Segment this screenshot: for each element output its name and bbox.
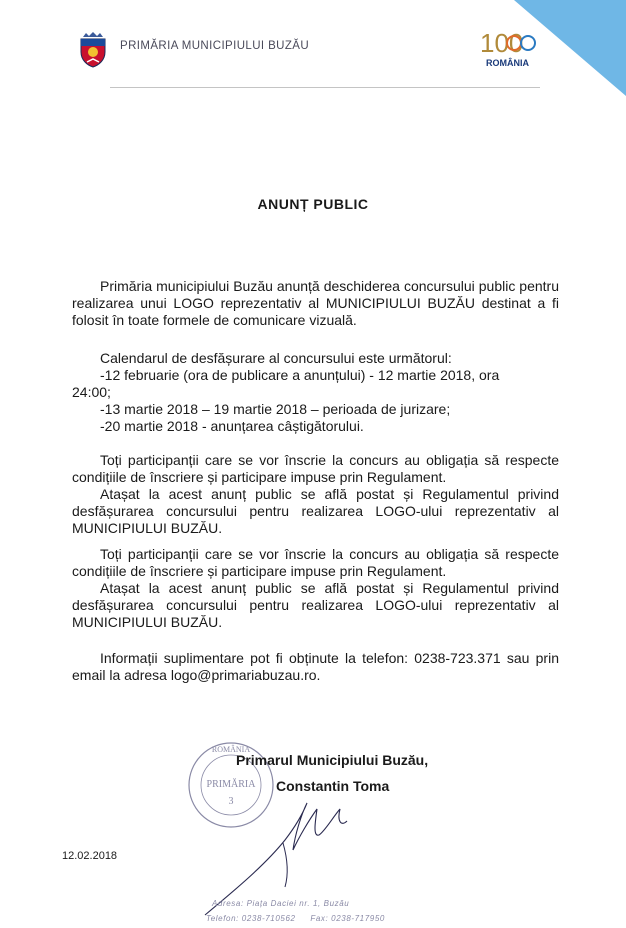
calendar-item-2: -13 martie 2018 – 19 martie 2018 – perioada de jurizare; xyxy=(100,401,451,417)
contact-paragraph: Informații suplimentare pot fi obținute la telefon: 0238-723.371 sau prin email la adresa logo@primariabuzau.ro. xyxy=(72,650,559,683)
footer-contact xyxy=(206,914,385,923)
organization-name: PRIMĂRIA MUNICIPIULUI BUZĂU xyxy=(120,40,310,52)
header-divider xyxy=(110,87,540,88)
document-title: ANUNȚ PUBLIC xyxy=(257,196,369,212)
document-date: 12.02.2018 xyxy=(62,850,118,862)
footer-fax: Fax: 0238-717950 xyxy=(310,914,385,923)
centenar-number: 100 xyxy=(480,28,524,58)
calendar-item-3: -20 martie 2018 - anunțarea câștigătorului. xyxy=(100,418,364,434)
calendar-item-1: -12 februarie (ora de publicare a anunțului) - 12 martie 2018, ora xyxy=(100,367,500,383)
participants-paragraph-2: Toți participanții care se vor înscrie la concurs au obligația să respecte condițiile de înscriere și participare impuse prin Regulament. xyxy=(72,546,559,579)
attached-paragraph-1: Atașat la acest anunț public se află postat și Regulamentul privind desfășurarea concursului pentru realizarea LOGO-ului reprezentativ al MUNICIPIULUI BUZĂU. xyxy=(72,486,559,536)
footer-address: Adresa: Piața Daciei nr. 1, Buzău xyxy=(212,899,350,908)
calendar-heading: Calendarul de desfășurare al concursului este următorul: xyxy=(100,350,452,366)
stamp-middle-text: PRIMĂRIA xyxy=(206,779,256,790)
intro-paragraph: Primăria municipiului Buzău anunță deschiderea concursului public pentru realizarea unui LOGO reprezentativ al MUNICIPIULUI BUZĂU destinat a fi folosit în toate formele de comunicare vizuală. xyxy=(72,278,559,328)
centenar-label: ROMÂNIA xyxy=(486,58,529,68)
footer-phone: Telefon: 0238-710562 xyxy=(206,914,296,923)
stamp-top-text: ROMÂNIA xyxy=(211,745,251,754)
romania-centenar-logo xyxy=(478,22,538,74)
calendar-item-1-continued: 24:00; xyxy=(72,384,111,400)
stamp-number: 3 xyxy=(228,796,234,807)
mayor-name: Constantin Toma xyxy=(276,778,390,794)
attached-paragraph-2: Atașat la acest anunț public se află postat și Regulamentul privind desfășurarea concursului pentru realizarea LOGO-ului reprezentativ al MUNICIPIULUI BUZĂU. xyxy=(72,580,559,630)
mayor-title: Primarul Municipiului Buzău, xyxy=(236,752,429,768)
municipal-crest-icon xyxy=(77,32,109,68)
participants-paragraph-1: Toți participanții care se vor înscrie la concurs au obligația să respecte condițiile de înscriere și participare impuse prin Regulament. xyxy=(72,452,559,485)
